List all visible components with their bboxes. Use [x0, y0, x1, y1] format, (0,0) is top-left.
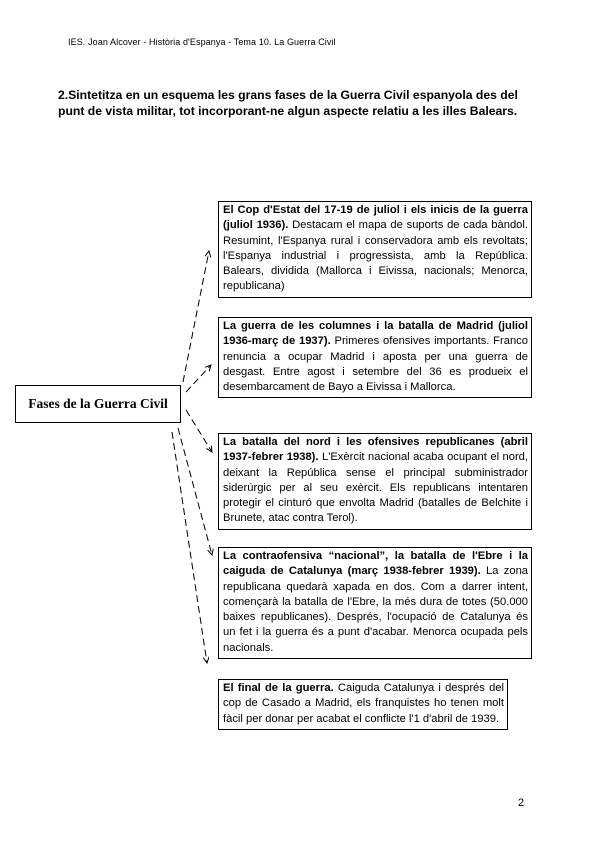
arrow-to-phase-1	[183, 251, 209, 382]
phase-4-title: La contraofensiva “nacional”, la batalla de l'Ebre i la caiguda de Catalunya (març 1938-febrer 1939).	[223, 550, 528, 578]
phase-5-text: Caiguda Catalunya i després del cop de Casado a Madrid, els franquistes ho tenen molt fàcil per donar per acabat el conflicte l'1 d'abril de 1939.	[223, 682, 505, 725]
arrow-to-phase-2	[186, 365, 211, 392]
phase-2-title: La guerra de les columnes i la batalla de Madrid (juliol 1936-març de 1937).	[223, 320, 528, 348]
arrow-to-phase-4	[178, 428, 212, 555]
root-concept-label: Fases de la Guerra Civil	[28, 396, 168, 411]
question-text: 2.Sintetitza en un esquema les grans fases de la Guerra Civil espanyola des del punt de vista militar, tot incorporant-ne algun aspecte relatiu a les illes Balears.	[58, 88, 518, 118]
phase-4-text: La zona republicana quedarà xapada en dos. Com a darrer intent, començarà la batalla de l'Ebre, la més dura de totes (50.000 baixes republicanes). Després, l'ocupació de Catalunya és un fet i la guerra és a punt d'acabar. Menorca ocupada pels nacionals.	[223, 565, 529, 654]
phase-box-3	[218, 433, 532, 530]
arrow-to-phase-3	[186, 410, 212, 452]
arrow-to-phase-5	[172, 432, 207, 663]
phase-3-text: L'Exèrcit nacional acaba ocupant el nord, deixant la República sense el principal subministrador siderúrgic per al seu exèrcit. Els republicans intentaren protegir el cinturó que envolta Madrid (batalles de Belchite i Brunete, atac contra Terol).	[223, 451, 529, 525]
phase-box-4	[218, 547, 532, 659]
phase-2-text: Primeres ofensives importants. Franco renuncia a ocupar Madrid i aposta per una guerra de desgast. Entre agost i setembre del 36 es produeix el desembarcament de Bayo a Eivissa i Mallorca.	[223, 335, 528, 394]
phase-3-title: La batalla del nord i les ofensives republicanes (abril 1937-febrer 1938).	[223, 436, 528, 464]
phase-box-2	[218, 317, 532, 398]
phase-5-title: El final de la guerra.	[223, 682, 334, 694]
root-concept-box	[15, 385, 181, 423]
phase-1-text: Destacam el mapa de suports de cada bàndol. Resumint, l'Espanya rural i conservadora amb els revoltats; l'Espanya industrial i progressista, amb la República. Balears, dividida (Mallorca i Eivissa, nacionals; Menorca, republicana)	[223, 219, 528, 293]
phase-1-title: El Cop d'Estat del 17-19 de juliol i els inicis de la guerra (juliol 1936).	[223, 204, 528, 232]
phase-box-5	[218, 679, 508, 730]
phase-box-1	[218, 201, 532, 298]
document-header: IES. Joan Alcover - Història d'Espanya - Tema 10. La Guerra Civil	[68, 37, 336, 47]
page-number: 2	[518, 797, 525, 809]
